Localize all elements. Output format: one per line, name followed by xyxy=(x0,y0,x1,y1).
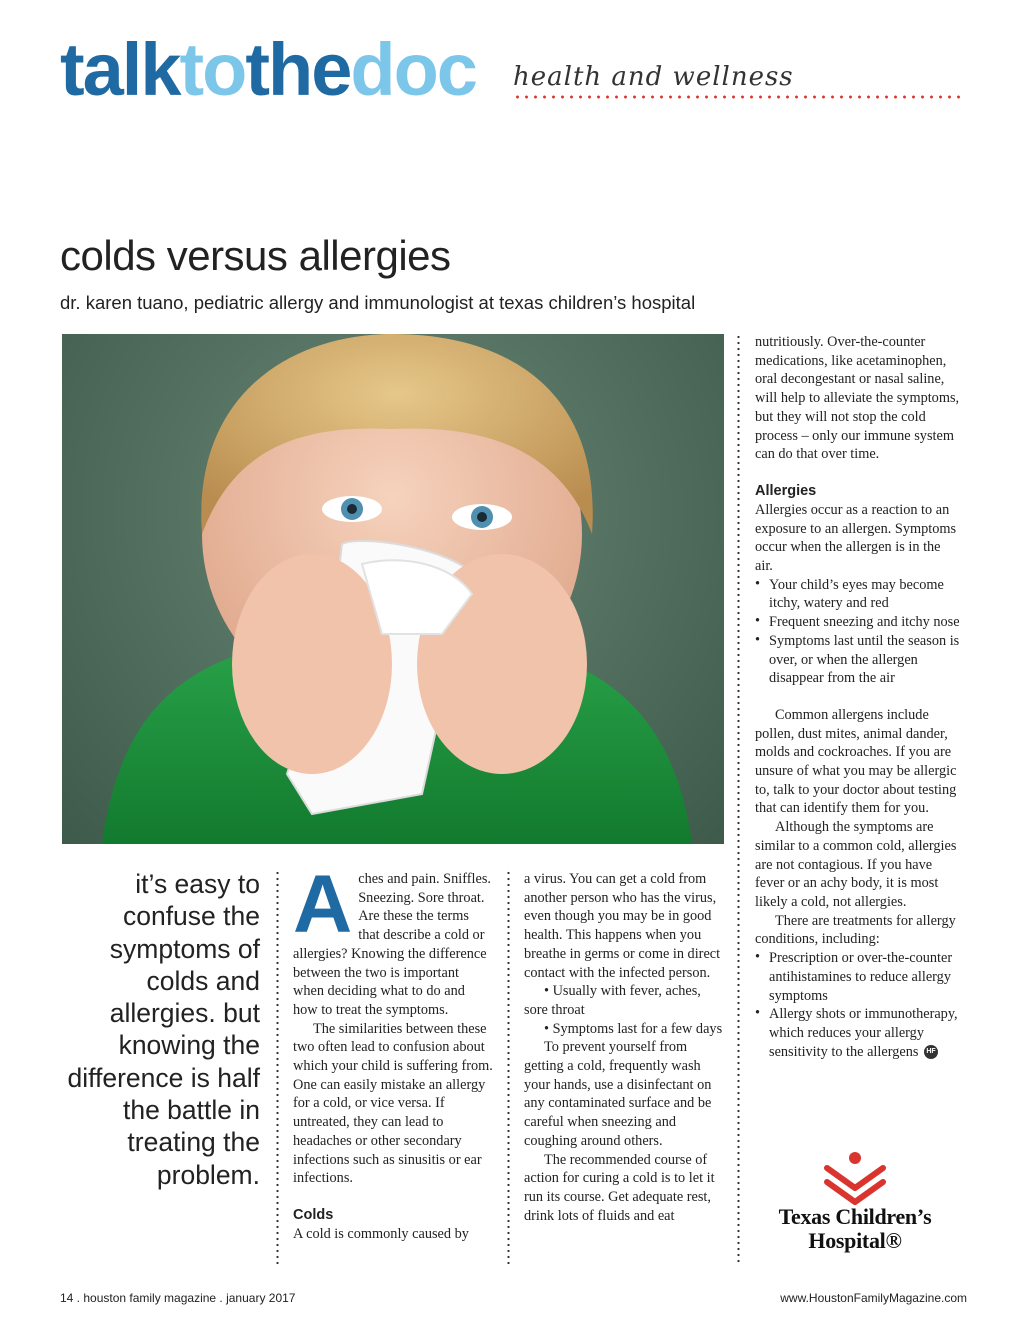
allergy-treatment-list xyxy=(755,949,960,1061)
col1-paragraph-3: A cold is commonly caused by xyxy=(293,1225,469,1242)
article-column-1 xyxy=(293,859,493,1244)
col3-paragraph-1: nutritiously. Over-the-counter medications, like acetaminophen, oral decongestant or nasal saline, will help to alleviate the symptoms, but they will not stop the cold process – only our immune system can do that over time. xyxy=(755,334,960,463)
list-item: • Symptoms last until the season is over, or when the allergen disappear from the air xyxy=(755,632,960,688)
pull-quote: it’s easy to confuse the symptoms of colds and allergies. but knowing the difference is half the battle in treating the problem. xyxy=(67,869,260,1190)
col1-paragraph-1: ches and pain. Sniffles. Sneezing. Sore throat. Are these the terms that describe a cold or allergies? Knowing the difference between the two is important when deciding what to do and how to treat the symptoms. xyxy=(293,871,491,1018)
list-item: • Prescription or over-the-counter antihistamines to reduce allergy symptoms xyxy=(755,949,960,1005)
article-column-2 xyxy=(524,870,724,1225)
masthead-doc: doc xyxy=(350,28,476,111)
article-byline: dr. karen tuano, pediatric allergy and immunologist at texas children’s hospital xyxy=(60,292,696,313)
texas-childrens-logo-text xyxy=(770,1205,940,1253)
footer-page-info: 14 . houston family magazine . january 2017 xyxy=(60,1291,296,1305)
masthead-the: the xyxy=(245,28,351,111)
masthead xyxy=(60,30,476,110)
logo-line-2: Hospital® xyxy=(808,1228,902,1253)
allergy-symptom-list xyxy=(755,576,960,688)
col2-bullet-2: • Symptoms last for a few days xyxy=(544,1020,723,1037)
col2-paragraph-3: The recommended course of action for curing a cold is to let it run its course. Get adequate rest, drink lots of fluids and eat xyxy=(524,1151,715,1224)
col3-paragraph-5: There are treatments for allergy conditions, including: xyxy=(755,912,956,948)
footer-website: www.HoustonFamilyMagazine.com xyxy=(780,1291,967,1305)
masthead-talk: talk xyxy=(60,28,180,111)
col2-paragraph-1: a virus. You can get a cold from another person who has the virus, even though you may be in good health. This happens when you breathe in germs or come in direct contact with the infected person. xyxy=(524,871,721,981)
article-column-3 xyxy=(755,333,960,1061)
allergies-heading: Allergies xyxy=(755,482,817,499)
logo-line-1: Texas Children’s xyxy=(778,1204,932,1229)
column-divider-3 xyxy=(737,334,740,1265)
masthead-tagline: health and wellness xyxy=(513,62,794,92)
list-item: • Your child’s eyes may become itchy, watery and red xyxy=(755,576,960,613)
list-item: • Frequent sneezing and itchy nose xyxy=(755,613,960,632)
end-mark-icon: HF xyxy=(924,1045,938,1059)
masthead-to: to xyxy=(179,28,246,111)
column-divider-2 xyxy=(507,870,510,1265)
list-item-text: Allergy shots or immunotherapy, which reduces your allergy sensitivity to the allergens xyxy=(769,1006,958,1060)
col3-paragraph-4: Although the symptoms are similar to a common cold, allergies are not contagious. If you have fever or an achy body, it is most likely a cold, not allergies. xyxy=(755,819,957,910)
list-item xyxy=(755,1005,960,1061)
article-title: colds versus allergies xyxy=(60,232,451,279)
drop-cap: A xyxy=(293,859,353,950)
col2-bullet-1: • Usually with fever, aches, sore throat xyxy=(524,983,701,1018)
column-divider-1 xyxy=(276,870,279,1265)
child-blowing-nose-photo xyxy=(62,334,724,844)
col2-paragraph-2: To prevent yourself from getting a cold, frequently wash your hands, use a disinfectant on any contaminated surface and be careful when sneezing and coughing around others. xyxy=(524,1039,712,1149)
photo-illustration xyxy=(62,334,724,844)
col3-paragraph-2: Allergies occur as a reaction to an exposure to an allergen. Symptoms occur when the allergen is in the air. xyxy=(755,501,957,575)
col1-paragraph-2: The similarities between these two often lead to confusion about which your child is suffering from. One can easily mistake an allergy for a cold, or vice versa. If untreated, they can lead to headaches or other secondary infections such as sinusitis or ear infections. xyxy=(293,1020,493,1187)
colds-heading: Colds xyxy=(293,1206,334,1223)
col3-paragraph-3: Common allergens include pollen, dust mites, animal dander, molds and cockroaches. If you are unsure of what you may be allergic to, talk to your doctor about testing that can identify them for you. xyxy=(755,706,957,817)
dotted-rule xyxy=(513,95,963,99)
